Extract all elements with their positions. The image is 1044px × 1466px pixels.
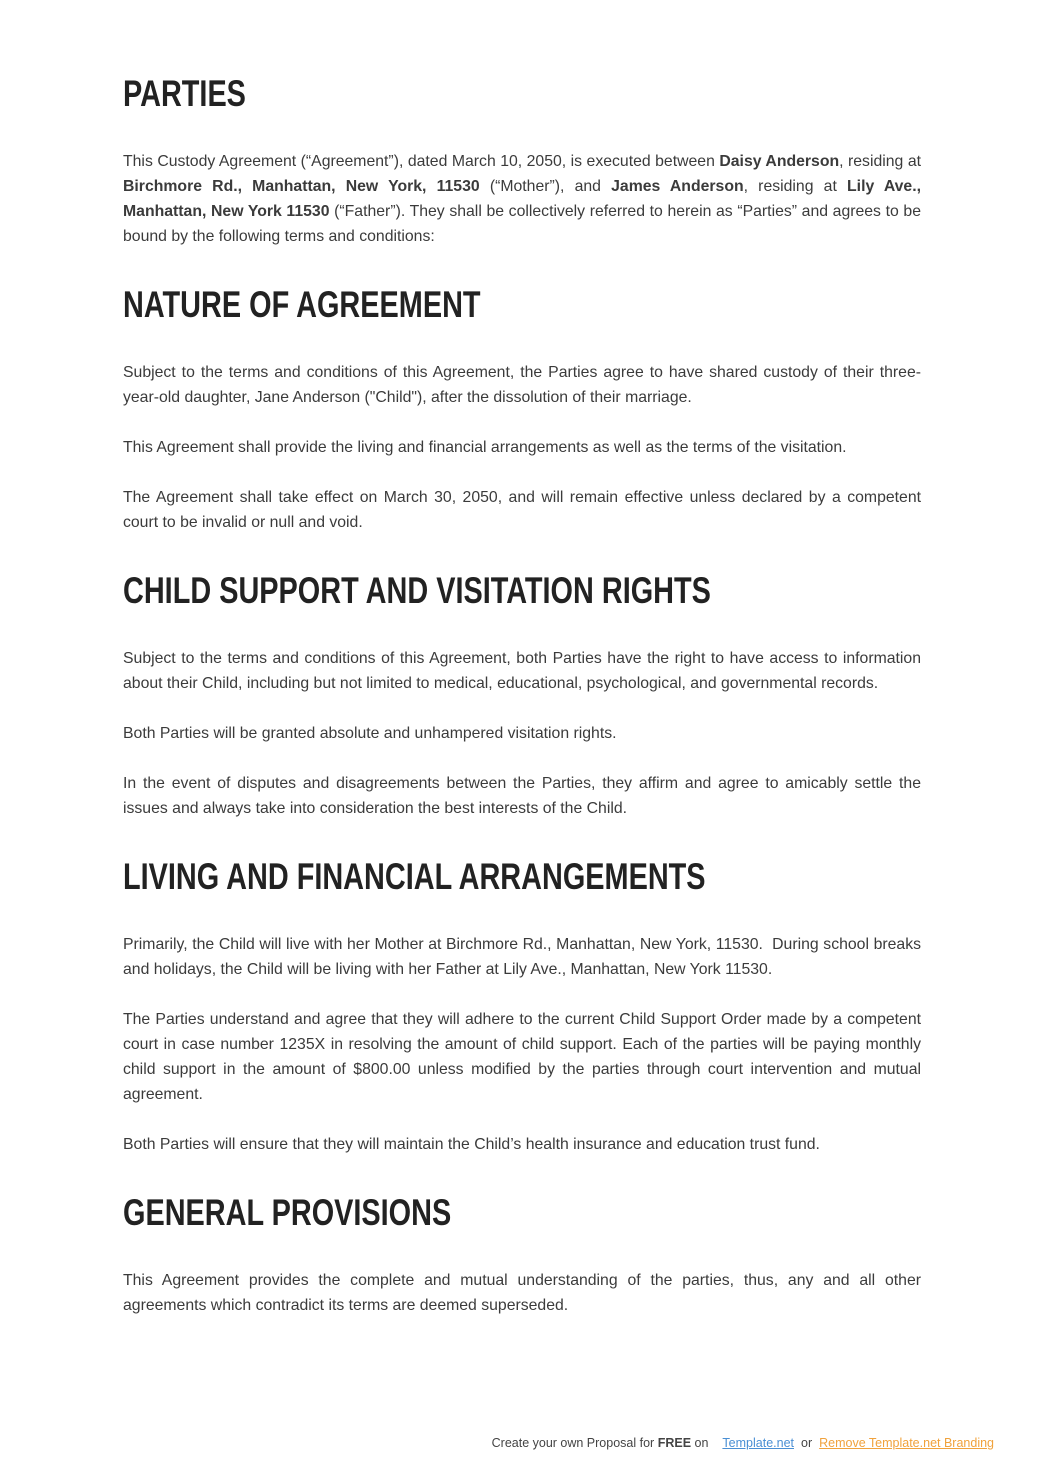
text-segment: , residing at [839, 153, 921, 170]
paragraph [123, 932, 921, 982]
bold-text-segment: Lily Ave., Manhattan, New York 11530 [123, 178, 921, 220]
template-net-link[interactable]: Template.net [722, 1436, 794, 1450]
text-segment: (“Father”). They shall be collectively referred to herein as “Parties” and agrees to be bound by the following terms and conditions: [123, 203, 921, 245]
section-general-provisions [123, 1191, 921, 1318]
paragraph [123, 149, 921, 249]
section-child-support-and-visitation-rights [123, 569, 921, 821]
paragraph [123, 721, 921, 746]
remove-branding-link[interactable]: Remove Template.net Branding [819, 1436, 994, 1450]
text-segment: Both Parties will be granted absolute and unhampered visitation rights. [123, 725, 617, 742]
text-segment: Subject to the terms and conditions of this Agreement, both Parties have the right to have access to information about their Child, including but not limited to medical, educational, psychological, and governmental records. [123, 650, 921, 692]
footer-free-label: FREE [657, 1436, 692, 1450]
section-heading: LIVING AND FINANCIAL ARRANGEMENTS [123, 856, 706, 897]
text-segment: (“Mother”), and [479, 178, 612, 195]
section-heading: NATURE OF AGREEMENT [123, 284, 481, 325]
text-segment: Both Parties will ensure that they will maintain the Child’s health insurance and education trust fund. [123, 1136, 820, 1153]
paragraph [123, 771, 921, 821]
footer-or: or [801, 1436, 813, 1450]
footer-text [492, 1436, 709, 1450]
text-segment: This Agreement shall provide the living and financial arrangements as well as the terms of the visitation. [123, 439, 847, 456]
text-segment: The Agreement shall take effect on March 30, 2050, and will remain effective unless declared by a competent court to be invalid or null and void. [123, 489, 921, 531]
paragraph [123, 1007, 921, 1107]
text-segment: Primarily, the Child will live with her Mother at Birchmore Rd., Manhattan, New York, 11530. During school breaks and holidays, the Child will be living with her Father at Lily Ave., Manhattan, New York 11530. [123, 936, 921, 978]
section-heading: GENERAL PROVISIONS [123, 1192, 452, 1233]
section-heading: CHILD SUPPORT AND VISITATION RIGHTS [123, 570, 711, 611]
paragraph [123, 360, 921, 410]
paragraph [123, 646, 921, 696]
text-segment: , residing at [743, 178, 848, 195]
bold-text-segment: Birchmore Rd., Manhattan, New York, 11530 [123, 178, 480, 195]
paragraph [123, 1268, 921, 1318]
text-segment: This Agreement provides the complete and mutual understanding of the parties, thus, any and all other agreements which contradict its terms are deemed superseded. [123, 1272, 921, 1314]
section-parties [123, 72, 921, 249]
bold-text-segment: James Anderson [611, 178, 744, 195]
paragraph [123, 485, 921, 535]
section-heading: PARTIES [123, 73, 246, 114]
paragraph [123, 1132, 921, 1157]
footer-prefix: Create your own Proposal for [491, 1436, 658, 1450]
section-nature-of-agreement [123, 283, 921, 535]
paragraph [123, 435, 921, 460]
text-segment: In the event of disputes and disagreements between the Parties, they affirm and agree to amicably settle the issues and always take into consideration the best interests of the Child. [123, 775, 921, 817]
section-living-and-financial-arrangements [123, 855, 921, 1157]
text-segment: The Parties understand and agree that they will adhere to the current Child Support Order made by a competent court in case number 1235X in resolving the amount of child support. Each of the parties will be paying monthly child support in the amount of $800.00 unless modified by the parties through court intervention and mutual agreement. [123, 1011, 921, 1103]
footer [492, 1434, 994, 1452]
bold-text-segment: Daisy Anderson [719, 153, 840, 170]
text-segment: This Custody Agreement (“Agreement”), dated March 10, 2050, is executed between [123, 153, 720, 170]
text-segment: Subject to the terms and conditions of this Agreement, the Parties agree to have shared custody of their three-year-old daughter, Jane Anderson ("Child"), after the dissolution of their marriage. [123, 364, 921, 406]
footer-suffix: on [691, 1436, 709, 1450]
